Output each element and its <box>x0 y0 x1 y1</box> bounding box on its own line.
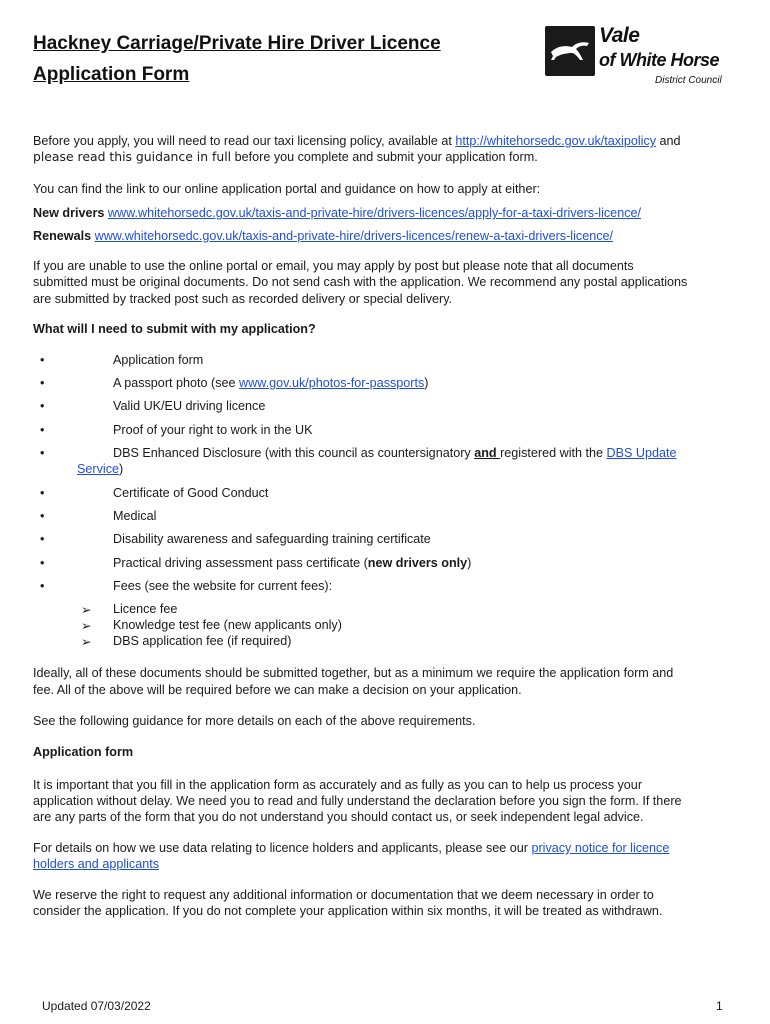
privacy-notice-link-cont[interactable]: holders and applicants <box>33 857 160 871</box>
postal-paragraph-line2: submitted must be original documents. Do not send cash with the application. We recommend any postal applications <box>33 275 688 289</box>
logo-text-white-horse: of White Horse <box>599 50 720 70</box>
arrow-bullet-icon: ➢ <box>81 619 92 633</box>
footer-page-number: 1 <box>716 999 723 1013</box>
list-item: Fees (see the website for current fees): <box>113 579 333 593</box>
bullet-icon: • <box>40 376 45 390</box>
list-item: Application form <box>113 353 204 367</box>
new-drivers-line: New drivers www.whitehorsedc.gov.uk/taxis-and-private-hire/drivers-licences/apply-for-a-taxi-drivers-licence/ <box>33 206 641 220</box>
privacy-paragraph-line2 <box>33 856 723 872</box>
list-item: Proof of your right to work in the UK <box>113 423 313 437</box>
application-form-heading: Application form <box>33 745 134 759</box>
arrow-bullet-icon: ➢ <box>81 635 92 649</box>
bullet-icon: • <box>40 399 45 413</box>
submission-paragraph-line1: Ideally, all of these documents should be submitted together, but as a minimum we require the application form and <box>33 666 674 680</box>
postal-paragraph-line1: If you are unable to use the online portal or email, you may apply by post but please note that all documents <box>33 259 634 273</box>
list-item: DBS Enhanced Disclosure (with this council as countersignatory and registered with the DBS Update <box>113 446 677 460</box>
list-item: Disability awareness and safeguarding training certificate <box>113 532 431 546</box>
intro-paragraph-1: Before you apply, you will need to read our taxi licensing policy, available at http://whitehorsedc.gov.uk/taxipolicy and <box>33 134 681 148</box>
list-item: Valid UK/EU driving licence <box>113 399 266 413</box>
taxi-policy-link[interactable]: http://whitehorsedc.gov.uk/taxipolicy <box>455 134 657 148</box>
list-item: A passport photo (see www.gov.uk/photos-for-passports) <box>113 376 429 390</box>
passport-photos-link[interactable]: www.gov.uk/photos-for-passports <box>239 376 425 390</box>
page-title-line1: Hackney Carriage/Private Hire Driver Licence <box>33 33 441 54</box>
list-item: Practical driving assessment pass certificate (new drivers only) <box>113 556 472 570</box>
list-item: Medical <box>113 509 157 523</box>
fee-item: Licence fee <box>113 602 178 616</box>
guidance-paragraph: See the following guidance for more details on each of the above requirements. <box>33 714 476 728</box>
privacy-paragraph-line1: For details on how we use data relating to licence holders and applicants, please see our privacy notice for licence <box>33 841 670 855</box>
council-logo <box>545 26 745 88</box>
reserve-right-paragraph-line2: consider the application. If you do not complete your application within six months, it will be treated as withdrawn. <box>33 904 663 918</box>
bullet-icon: • <box>40 509 45 523</box>
accuracy-paragraph-line3: are any parts of the form that you do not understand you should contact us, or seek independent legal advice. <box>33 810 644 824</box>
dbs-update-service-link-cont[interactable]: Service <box>77 462 119 476</box>
bullet-icon: • <box>40 532 45 546</box>
fee-item: DBS application fee (if required) <box>113 634 292 648</box>
accuracy-paragraph-line1: It is important that you fill in the application form as accurately and as fully as you can to help us process your <box>33 778 643 792</box>
list-item: Certificate of Good Conduct <box>113 486 269 500</box>
white-horse-logo-icon <box>545 26 595 76</box>
renewals-link[interactable]: www.whitehorsedc.gov.uk/taxis-and-private-hire/drivers-licences/renew-a-taxi-drivers-licence/ <box>94 229 613 243</box>
bullet-icon: • <box>40 446 45 460</box>
bullet-icon: • <box>40 353 45 367</box>
accuracy-paragraph-line2: application without delay. We need you to read and fully understand the declaration before you sign the form. If there <box>33 794 682 808</box>
intro-paragraph-2: You can find the link to our online application portal and guidance on how to apply at either: <box>33 182 541 196</box>
intro-paragraph-1-cont: please read this guidance in full before you complete and submit your application form. <box>33 149 538 164</box>
page-title-line2: Application Form <box>33 64 190 85</box>
bullet-icon: • <box>40 579 45 593</box>
postal-paragraph-line3: are submitted by tracked post such as recorded delivery or special delivery. <box>33 292 453 306</box>
logo-text-vale: Vale <box>599 24 640 47</box>
logo-text-district-council: District Council <box>655 75 722 86</box>
dbs-update-service-link[interactable]: DBS Update <box>606 446 677 460</box>
submission-paragraph-line2: fee. All of the above will be required before we can make a decision on your application. <box>33 683 522 697</box>
fee-item: Knowledge test fee (new applicants only) <box>113 618 342 632</box>
bullet-icon: • <box>40 423 45 437</box>
new-drivers-link[interactable]: www.whitehorsedc.gov.uk/taxis-and-private-hire/drivers-licences/apply-for-a-taxi-drivers-licence/ <box>107 206 641 220</box>
requirements-heading: What will I need to submit with my application? <box>33 322 316 336</box>
arrow-bullet-icon: ➢ <box>81 603 92 617</box>
bullet-icon: • <box>40 556 45 570</box>
renewals-line: Renewals www.whitehorsedc.gov.uk/taxis-and-private-hire/drivers-licences/renew-a-taxi-drivers-licence/ <box>33 229 613 243</box>
footer-updated-date: Updated 07/03/2022 <box>42 999 151 1013</box>
list-item-continuation: Service) <box>77 462 124 476</box>
bullet-icon: • <box>40 486 45 500</box>
privacy-notice-link[interactable]: privacy notice for licence <box>531 841 670 855</box>
reserve-right-paragraph-line1: We reserve the right to request any additional information or documentation that we deem necessary in order to <box>33 888 654 902</box>
